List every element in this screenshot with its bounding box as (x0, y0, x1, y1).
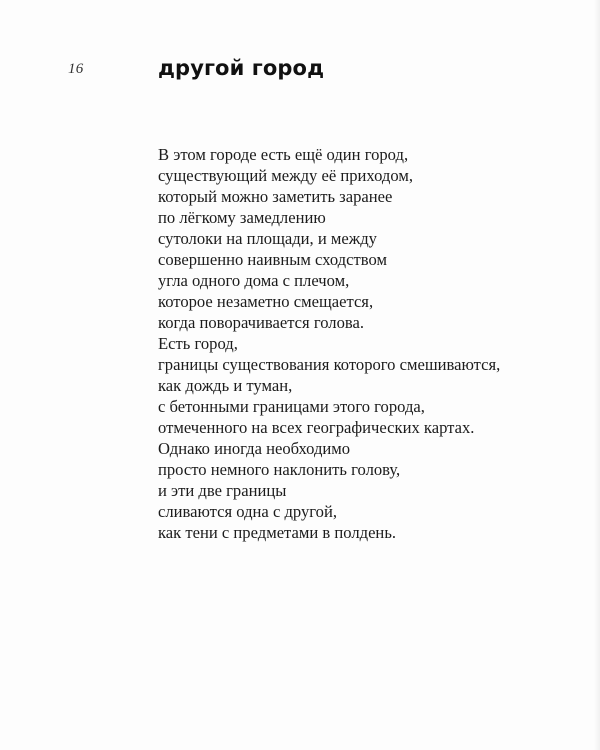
poem-line: с бетонными границами этого города, (158, 397, 425, 416)
poem-line: угла одного дома с плечом, (158, 271, 350, 290)
poem-line: который можно заметить заранее (158, 187, 393, 206)
poem-line: сливаются одна с другой, (158, 502, 337, 521)
poem-line: когда поворачивается голова. (158, 313, 364, 332)
poem-line: границы существования которого смешиваются, (158, 355, 501, 374)
poem-body (158, 144, 500, 543)
poem-line: В этом городе есть ещё один город, (158, 145, 409, 164)
poem-line: по лёгкому замедлению (158, 208, 326, 227)
poem-line: как тени с предметами в полдень. (158, 523, 397, 542)
poem-line: сутолоки на площади, и между (158, 229, 377, 248)
poem-line: как дождь и туман, (158, 376, 293, 395)
poem-line: и эти две границы (158, 481, 287, 500)
poem-line: которое незаметно смещается, (158, 292, 374, 311)
poem-line: существующий между её приходом, (158, 166, 413, 185)
poem-line: совершенно наивным сходством (158, 250, 387, 269)
page-edge-shadow (594, 0, 600, 750)
poem-line: отмеченного на всех географических картах. (158, 418, 475, 437)
poem-line: Есть город, (158, 334, 238, 353)
poem-line: Однако иногда необходимо (158, 439, 351, 458)
poem-line: просто немного наклонить голову, (158, 460, 401, 479)
page-number: 16 (68, 61, 84, 77)
poem-title: другой город (158, 56, 325, 80)
